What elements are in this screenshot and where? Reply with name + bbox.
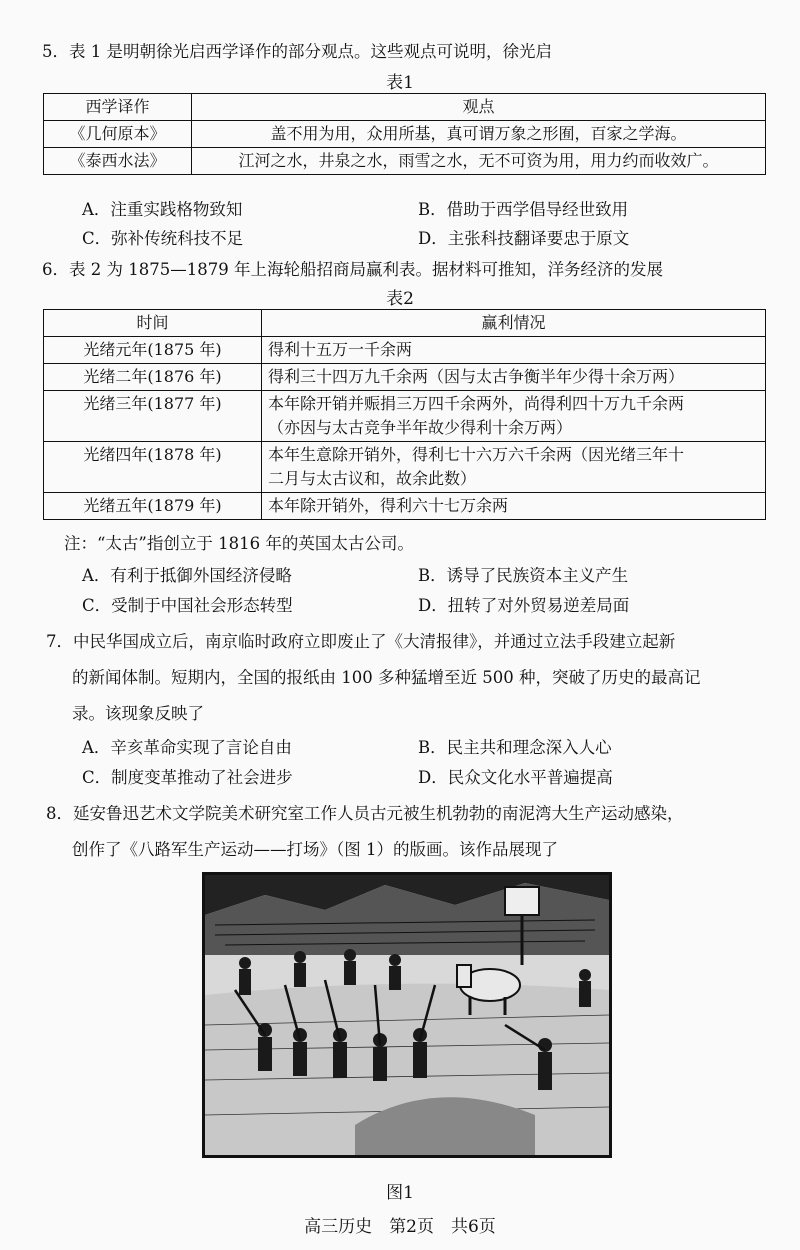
q7-line-1: 7．中民华国成立后，南京临时政府立即废止了《大清报律》，并通过立法手段建立起新 (46, 632, 676, 651)
table1-cell-work: 《泰西水法》 (44, 148, 192, 175)
profit-line: 本年除开销并赈捐三万四千余两外，尚得利四十万九千余两 (268, 394, 685, 413)
q7-option-c: C．制度变革推动了社会进步 (82, 768, 293, 787)
table-row (44, 442, 766, 493)
table-row (44, 391, 766, 442)
q7-line-3: 录。该现象反映了 (72, 704, 204, 723)
table-row (44, 121, 766, 148)
woodcut-print-figure (202, 872, 612, 1158)
table2-header-profit: 赢利情况 (262, 310, 766, 337)
q5-option-c: C．弥补传统科技不足 (82, 229, 244, 248)
table2-cell-profit (262, 493, 766, 520)
q5-option-d: D．主张科技翻译要忠于原文 (418, 229, 630, 248)
profit-line: 本年生意除开销外，得利七十六万六千余两（因光绪三年十 (268, 445, 685, 464)
table-row (44, 493, 766, 520)
q8-line-2: 创作了《八路军生产运动——打场》（图 1）的版画。该作品展现了 (72, 840, 558, 859)
table2-header-time: 时间 (44, 310, 262, 337)
q6-stem: 6．表 2 为 1875—1879 年上海轮船招商局赢利表。据材料可推知，洋务经济的发展 (42, 260, 663, 279)
q7-option-d: D．民众文化水平普遍提高 (418, 768, 613, 787)
q6-option-c: C．受制于中国社会形态转型 (82, 596, 293, 615)
table1 (43, 93, 766, 175)
table1-cell-view: 江河之水，井泉之水，雨雪之水，无不可资为用，用力约而收效广。 (192, 148, 766, 175)
table2-cell-time: 光绪二年(1876 年) (44, 364, 262, 391)
q6-note: 注：“太古”指创立于 1816 年的英国太古公司。 (64, 534, 414, 553)
q7-option-b: B．民主共和理念深入人心 (418, 738, 612, 757)
table2-cell-time: 光绪元年(1875 年) (44, 337, 262, 364)
table1-cell-view: 盖不用为用，众用所基，真可谓万象之形囿，百家之学海。 (192, 121, 766, 148)
table2 (43, 309, 766, 520)
profit-line: 得利三十四万九千余两（因与太古争衡半年少得十余万两） (268, 367, 685, 386)
table2-cell-profit (262, 391, 766, 442)
profit-line: 得利十五万一千余两 (268, 340, 413, 359)
q5-option-a: A．注重实践格物致知 (82, 200, 243, 219)
table2-cell-profit (262, 364, 766, 391)
figure-caption: 图1 (386, 1183, 414, 1203)
q5-option-b: B．借助于西学倡导经世致用 (418, 200, 629, 219)
table-row (44, 148, 766, 175)
table1-title: 表1 (386, 73, 414, 93)
table-row (44, 364, 766, 391)
threshing-scene-illustration (205, 875, 609, 1155)
table2-cell-time: 光绪五年(1879 年) (44, 493, 262, 520)
table-row (44, 337, 766, 364)
q6-option-d: D．扭转了对外贸易逆差局面 (418, 596, 630, 615)
table1-header-views: 观点 (192, 94, 766, 121)
q6-option-b: B．诱导了民族资本主义产生 (418, 566, 629, 585)
table2-cell-time: 光绪三年(1877 年) (44, 391, 262, 442)
table1-header-works: 西学译作 (44, 94, 192, 121)
q8-line-1: 8．延安鲁迅艺术文学院美术研究室工作人员古元被生机勃勃的南泥湾大生产运动感染， (46, 804, 684, 823)
q6-option-a: A．有利于抵御外国经济侵略 (82, 566, 292, 585)
table2-cell-time: 光绪四年(1878 年) (44, 442, 262, 493)
table1-cell-work: 《几何原本》 (44, 121, 192, 148)
q5-stem: 5．表 1 是明朝徐光启西学译作的部分观点。这些观点可说明，徐光启 (42, 42, 552, 61)
table2-cell-profit (262, 442, 766, 493)
table2-title: 表2 (386, 289, 414, 309)
profit-line: 二月与太古议和，故余此数） (268, 469, 477, 488)
profit-line: 本年除开销外，得利六十七万余两 (268, 496, 509, 515)
profit-line: （亦因与太古竞争半年故少得利十余万两） (268, 418, 573, 437)
page-footer: 高三历史 第2页 共6页 (304, 1217, 496, 1237)
q7-option-a: A．辛亥革命实现了言论自由 (82, 738, 292, 757)
q7-line-2: 的新闻体制。短期内，全国的报纸由 100 多种猛增至近 500 种，突破了历史的最高记 (72, 668, 701, 687)
table2-cell-profit (262, 337, 766, 364)
